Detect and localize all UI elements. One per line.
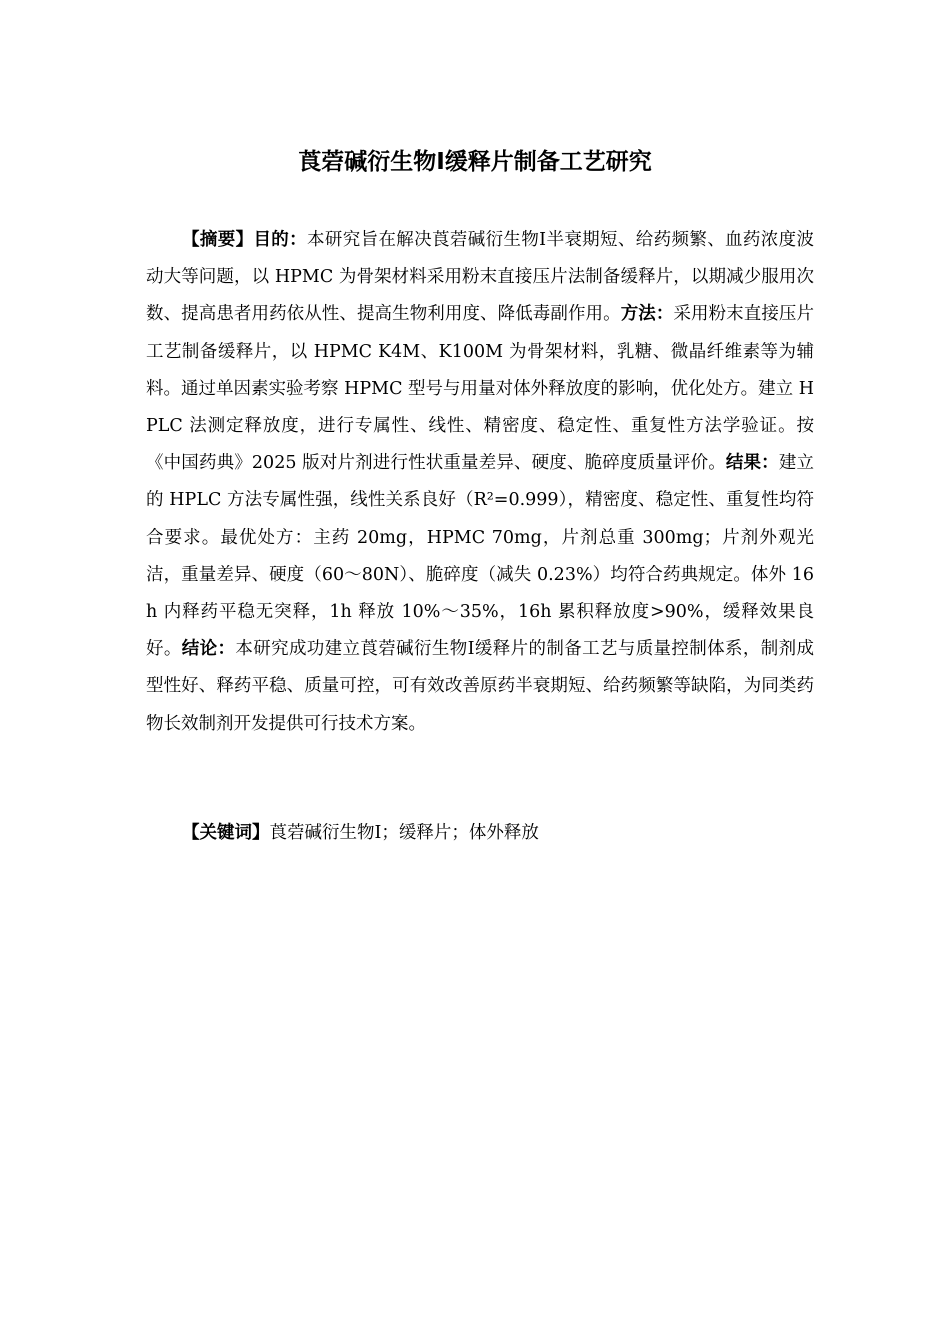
results-text: 建立的 HPLC 方法专属性强，线性关系良好（R²=0.999），精密度、稳定性、重复性均符合要求。最优处方：主药 20mg，HPMC 70mg，片剂总重 300mg；片剂外观光洁，重量差异、硬度（60～80N）、脆碎度（减失 0.23%）均符合药典规定。体外 16h 内释药平稳无突释，1h 释放 10%～35%，16h 累积释放度>90%，缓释效果良好。 [146,453,814,660]
abstract-paragraph [146,222,814,743]
page-title: 莨菪碱衍生物Ⅰ缓释片制备工艺研究 [298,149,652,175]
purpose-label: 目的： [253,230,308,250]
methods-label: 方法： [620,304,674,325]
keywords-paragraph [146,815,814,852]
conclusion-text: 本研究成功建立莨菪碱衍生物Ⅰ缓释片的制备工艺与质量控制体系，制剂成型性好、释药平稳、质量可控，可有效改善原药半衰期短、给药频繁等缺陷，为同类药物长效制剂开发提供可行技术方案。 [146,639,814,734]
results-label: 结果： [725,453,779,474]
conclusion-label: 结论： [181,639,236,660]
keywords-label: 【关键词】 [182,823,270,843]
purpose-text: 本研究旨在解决莨菪碱衍生物Ⅰ半衰期短、给药频繁、血药浓度波动大等问题，以 HPMC 为骨架材料采用粉末直接压片法制备缓释片，以期减少服用次数、提高患者用药依从性、提高生物利用度、降低毒副作用。 [146,230,814,325]
abstract-label: 【摘要】 [182,230,254,250]
methods-text: 采用粉末直接压片工艺制备缓释片，以 HPMC K4M、K100M 为骨架材料，乳糖、微晶纤维素等为辅料。通过单因素实验考察 HPMC 型号与用量对体外释放度的影响，优化处方。建立 HPLC 法测定释放度，进行专属性、线性、精密度、稳定性、重复性方法学验证。按《中国药典》2025 版对片剂进行性状重量差异、硬度、脆碎度质量评价。 [146,304,815,474]
keywords-text: 莨菪碱衍生物Ⅰ；缓释片；体外释放 [269,823,539,843]
